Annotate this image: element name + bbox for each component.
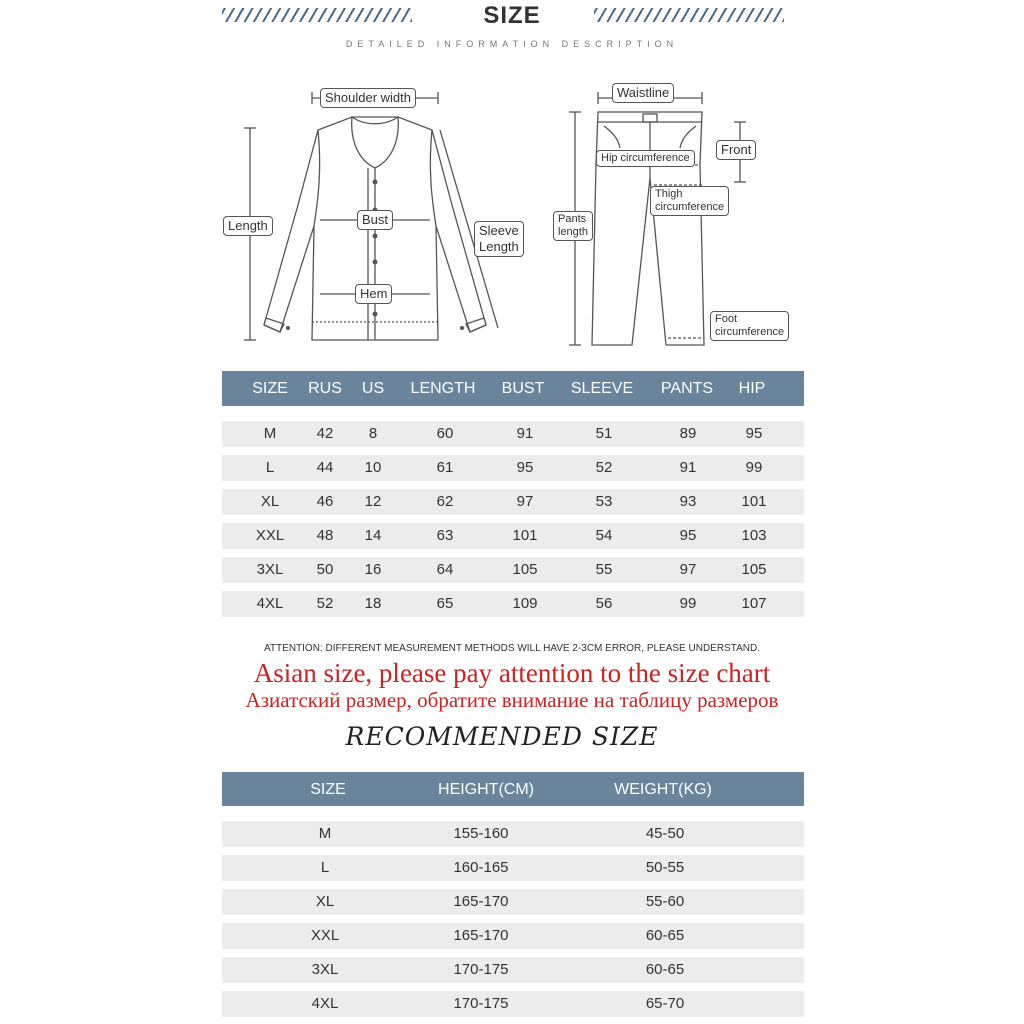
shoulder-width-label: Shoulder width bbox=[320, 88, 416, 108]
cell-weight: 55-60 bbox=[645, 893, 685, 910]
cell-height: 160-165 bbox=[453, 859, 509, 876]
cell-rus: 42 bbox=[316, 425, 334, 442]
cell-bust: 101 bbox=[512, 527, 538, 544]
cell-pants: 91 bbox=[679, 459, 697, 476]
sleeve-length-label-line2: Length bbox=[479, 239, 519, 254]
table-row bbox=[222, 489, 804, 515]
cell-rus: 50 bbox=[316, 561, 334, 578]
cell-us: 16 bbox=[364, 561, 382, 578]
cell-size: L bbox=[265, 459, 275, 476]
cell-us: 10 bbox=[364, 459, 382, 476]
cell-bust: 91 bbox=[516, 425, 534, 442]
cell-size: XL bbox=[260, 493, 280, 510]
cell-size: XXL bbox=[255, 527, 285, 544]
recommended-table-header bbox=[222, 772, 804, 806]
cell-length: 63 bbox=[436, 527, 454, 544]
cell-pants: 89 bbox=[679, 425, 697, 442]
cell-size: 4XL bbox=[256, 595, 284, 612]
cell-bust: 105 bbox=[512, 561, 538, 578]
cell-us: 8 bbox=[368, 425, 378, 442]
table-row bbox=[222, 957, 804, 983]
cell-length: 64 bbox=[436, 561, 454, 578]
bust-col-header: BUST bbox=[501, 380, 545, 397]
cell-height: 155-160 bbox=[453, 825, 509, 842]
thigh-circumference-label bbox=[650, 186, 729, 216]
cell-length: 61 bbox=[436, 459, 454, 476]
cell-weight: 60-65 bbox=[645, 927, 685, 944]
cell-size: 3XL bbox=[311, 961, 339, 978]
bust-label: Bust bbox=[357, 210, 393, 230]
cell-hip: 99 bbox=[745, 459, 763, 476]
recommended-size-title: RECOMMENDED SIZE bbox=[345, 722, 659, 751]
length-col-header: LENGTH bbox=[410, 380, 476, 397]
cell-hip: 107 bbox=[741, 595, 767, 612]
cell-us: 18 bbox=[364, 595, 382, 612]
cell-us: 14 bbox=[364, 527, 382, 544]
pants-length-label bbox=[553, 211, 593, 241]
cell-sleeve: 56 bbox=[595, 595, 613, 612]
attention-note: ATTENTION: DIFFERENT MEASUREMENT METHODS WILL HAVE 2-3CM ERROR, PLEASE UNDERSTAND. bbox=[264, 643, 760, 654]
garment-diagram bbox=[0, 0, 1024, 360]
size-table-header bbox=[222, 371, 804, 406]
cell-size: XL bbox=[315, 893, 335, 910]
cell-sleeve: 55 bbox=[595, 561, 613, 578]
foot-label-line2: circumference bbox=[715, 326, 785, 338]
table-row bbox=[222, 855, 804, 881]
cell-sleeve: 51 bbox=[595, 425, 613, 442]
size-col-header: SIZE bbox=[252, 380, 288, 397]
cell-height: 165-170 bbox=[453, 927, 509, 944]
cell-rus: 44 bbox=[316, 459, 334, 476]
cell-size: M bbox=[263, 425, 277, 442]
cell-length: 60 bbox=[436, 425, 454, 442]
cell-weight: 65-70 bbox=[645, 995, 685, 1012]
cell-size: 3XL bbox=[256, 561, 284, 578]
hip-col-header: HIP bbox=[738, 380, 766, 397]
cell-sleeve: 52 bbox=[595, 459, 613, 476]
front-label: Front bbox=[716, 140, 756, 160]
cell-height: 170-175 bbox=[453, 961, 509, 978]
rec-height-col-header: HEIGHT(CM) bbox=[438, 781, 534, 798]
waistline-label: Waistline bbox=[612, 83, 674, 103]
cell-weight: 50-55 bbox=[645, 859, 685, 876]
cell-pants: 95 bbox=[679, 527, 697, 544]
cell-pants: 99 bbox=[679, 595, 697, 612]
cell-size: L bbox=[320, 859, 330, 876]
sleeve-col-header: SLEEVE bbox=[570, 380, 634, 397]
page-title: SIZE bbox=[483, 2, 541, 29]
cell-hip: 103 bbox=[741, 527, 767, 544]
table-row bbox=[222, 821, 804, 847]
cell-us: 12 bbox=[364, 493, 382, 510]
us-col-header: US bbox=[361, 380, 385, 397]
cell-height: 165-170 bbox=[453, 893, 509, 910]
table-row bbox=[222, 523, 804, 549]
length-label: Length bbox=[223, 216, 273, 236]
cell-sleeve: 54 bbox=[595, 527, 613, 544]
cell-pants: 93 bbox=[679, 493, 697, 510]
table-row bbox=[222, 455, 804, 481]
cell-rus: 46 bbox=[316, 493, 334, 510]
table-row bbox=[222, 591, 804, 617]
cell-hip: 105 bbox=[741, 561, 767, 578]
cell-bust: 97 bbox=[516, 493, 534, 510]
cell-rus: 48 bbox=[316, 527, 334, 544]
cell-hip: 101 bbox=[741, 493, 767, 510]
table-row bbox=[222, 421, 804, 447]
thigh-label-line2: circumference bbox=[655, 201, 725, 213]
table-row bbox=[222, 557, 804, 583]
pants-drawing bbox=[592, 112, 704, 345]
sleeve-length-label bbox=[474, 221, 524, 257]
table-row bbox=[222, 889, 804, 915]
pants-length-label-line2: length bbox=[558, 226, 588, 238]
cell-length: 62 bbox=[436, 493, 454, 510]
table-row bbox=[222, 991, 804, 1017]
pants-col-header: PANTS bbox=[660, 380, 714, 397]
rec-size-col-header: SIZE bbox=[310, 781, 346, 798]
cell-length: 65 bbox=[436, 595, 454, 612]
thigh-label-line1: Thigh bbox=[655, 188, 683, 200]
pants-length-label-line1: Pants bbox=[558, 213, 587, 225]
hem-label: Hem bbox=[355, 284, 392, 304]
page-subtitle: DETAILED INFORMATION DESCRIPTION bbox=[345, 39, 679, 49]
cell-sleeve: 53 bbox=[595, 493, 613, 510]
cell-bust: 95 bbox=[516, 459, 534, 476]
hip-circumference-label: Hip circumference bbox=[596, 150, 695, 167]
cell-bust: 109 bbox=[512, 595, 538, 612]
foot-circumference-label bbox=[710, 311, 789, 341]
cell-pants: 97 bbox=[679, 561, 697, 578]
asian-size-warning-ru: Азиатский размер, обратите внимание на таблицу размеров bbox=[245, 688, 779, 712]
rus-col-header: RUS bbox=[308, 380, 342, 397]
cell-rus: 52 bbox=[316, 595, 334, 612]
cell-size: XXL bbox=[310, 927, 340, 944]
cell-weight: 60-65 bbox=[645, 961, 685, 978]
cell-size: M bbox=[318, 825, 332, 842]
rec-weight-col-header: WEIGHT(KG) bbox=[614, 781, 712, 798]
foot-label-line1: Foot bbox=[715, 313, 738, 325]
cell-size: 4XL bbox=[311, 995, 339, 1012]
asian-size-warning-en: Asian size, please pay attention to the size chart bbox=[253, 658, 771, 688]
cell-hip: 95 bbox=[745, 425, 763, 442]
sleeve-length-label-line1: Sleeve bbox=[479, 223, 519, 238]
cell-weight: 45-50 bbox=[645, 825, 685, 842]
table-row bbox=[222, 923, 804, 949]
cell-height: 170-175 bbox=[453, 995, 509, 1012]
